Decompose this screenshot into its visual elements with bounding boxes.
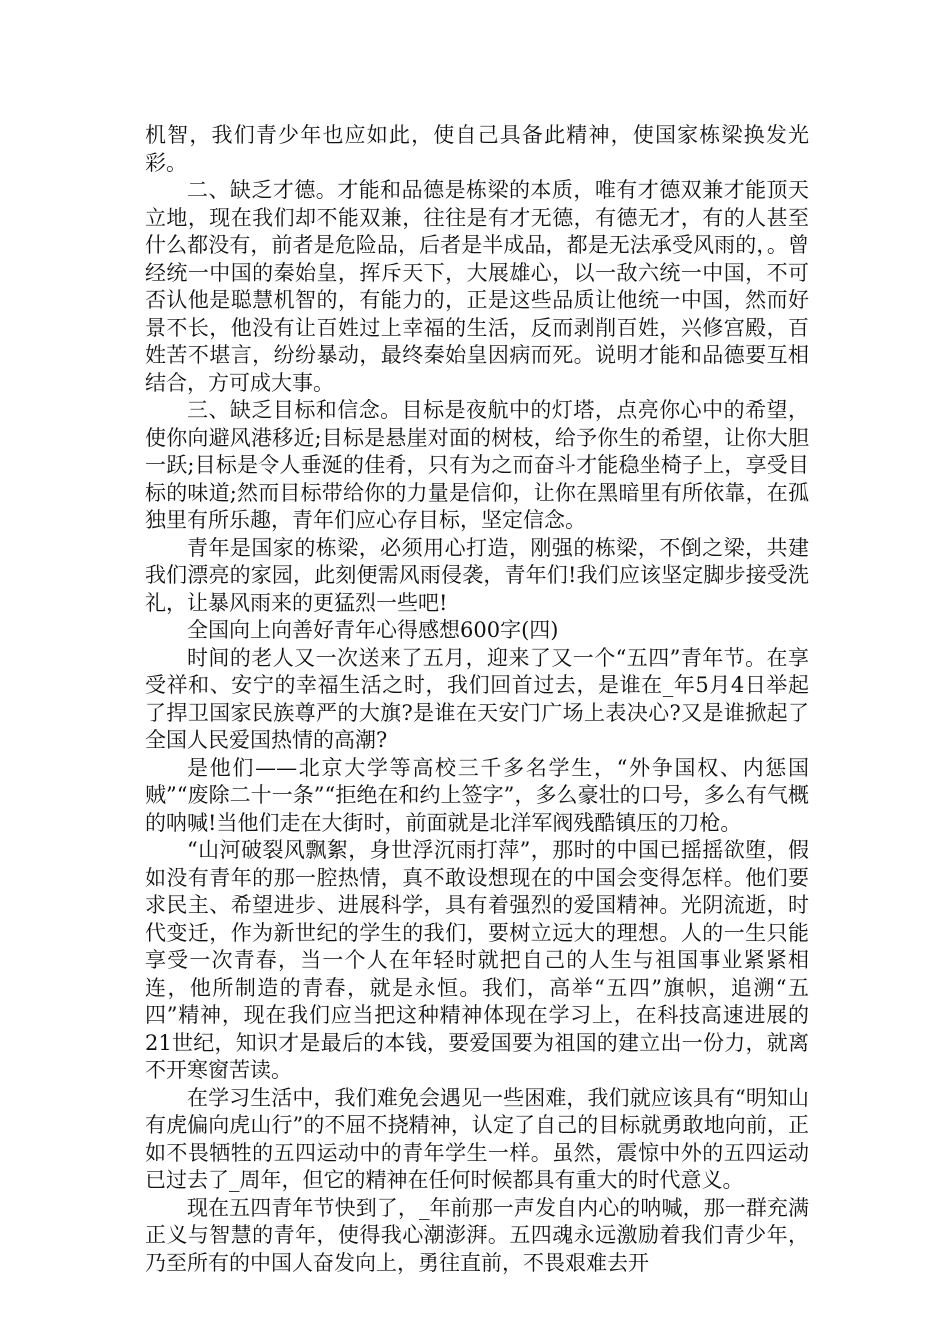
paragraph-continuation: 机智，我们青少年也应如此，使自己具备此精神，使国家栋梁换发光彩。 bbox=[145, 123, 809, 175]
document-body bbox=[145, 122, 809, 1277]
paragraph-lack-of-goals: 三、缺乏目标和信念。目标是夜航中的灯塔，点亮你心中的希望，使你向避风港移近;目标是悬崖对面的树枝，给予你生的希望，让你大胆一跃;目标是令人垂涎的佳肴，只有为之而奋斗才能稳坐椅子上，享受目标的味道;然而目标带给你的力量是信仰，让你在黑暗里有所依靠，在孤独里有所乐趣，青年们应心存目标，坚定信念。 bbox=[145, 398, 809, 532]
paragraph-study-life: 在学习生活中，我们难免会遇见一些困难，我们就应该具有“明知山有虎偏向虎山行”的不屈不挠精神，认定了自己的目标就勇敢地向前，正如不畏牺牲的五四运动中的青年学生一样。虽然，震惊中外的五四运动已过去了_周年，但它的精神在任何时候都具有重大的时代意义。 bbox=[145, 1085, 809, 1192]
paragraph-youth-day-approaching: 现在五四青年节快到了，_年前那一声发自内心的呐喊，那一群充满正义与智慧的青年，使得我心潮澎湃。五四魂永远激励着我们青少年，乃至所有的中国人奋发向上，勇往直前，不畏艰难去开 bbox=[145, 1195, 809, 1275]
paragraph-lack-of-talent-virtue: 二、缺乏才德。才能和品德是栋梁的本质，唯有才德双兼才能顶天立地，现在我们却不能双兼，往往是有才无德，有德无才，有的人甚至什么都没有，前者是危险品，后者是半成品，都是无法承受风雨的，。曾经统一中国的秦始皇，挥斥天下，大展雄心，以一敌六统一中国，不可否认他是聪慧机智的，有能力的，正是这些品质让他统一中国，然而好景不长，他没有让百姓过上幸福的生活，反而剥削百姓，兴修宫殿，百姓苦不堪言，纷纷暴动，最终秦始皇因病而死。说明才能和品德要互相结合，方可成大事。 bbox=[145, 178, 809, 395]
paragraph-patriotic-spirit: “山河破裂风飘絮，身世浮沉雨打萍”，那时的中国已摇摇欲堕，假如没有青年的那一腔热情，真不敢设想现在的中国会变得怎样。他们要求民主、希望进步、进展科学，具有着强烈的爱国精神。光阴流逝，时代变迁，作为新世纪的学生的我们，要树立远大的理想。人的一生只能享受一次青春，当一个人在年轻时就把自己的人生与祖国事业紧紧相连，他所制造的青春，就是永恒。我们，高举“五四”旗帜，追溯“五四”精神，现在我们应当把这种精神体现在学习上，在科技高速进展的21世纪，知识才是最后的本钱，要爱国要为祖国的建立出一份力，就离不开寒窗苦读。 bbox=[145, 838, 809, 1082]
paragraph-peking-students: 是他们——北京大学等高校三千多名学生，“外争国权、内惩国贼”“废除二十一条”“拒绝在和约上签字”，多么豪壮的口号，多么有气概的呐喊!当他们走在大街时，前面就是北洋军阀残酷镇压的刀枪。 bbox=[145, 755, 809, 835]
section-heading: 全国向上向善好青年心得感想600字(四) bbox=[187, 618, 559, 642]
paragraph-youth-pillars: 青年是国家的栋梁，必须用心打造，刚强的栋梁，不倒之梁，共建我们漂亮的家园，此刻便需风雨侵袭，青年们!我们应该坚定脚步接受洗礼，让暴风雨来的更猛烈一些吧! bbox=[145, 535, 809, 615]
paragraph-may-fourth-intro: 时间的老人又一次送来了五月，迎来了又一个“五四”青年节。在享受祥和、安宁的幸福生活之时，我们回首过去，是谁在_年5月4日举起了捍卫国家民族尊严的大旗?是谁在天安门广场上表决心?又是谁掀起了全国人民爱国热情的高潮? bbox=[145, 645, 809, 752]
